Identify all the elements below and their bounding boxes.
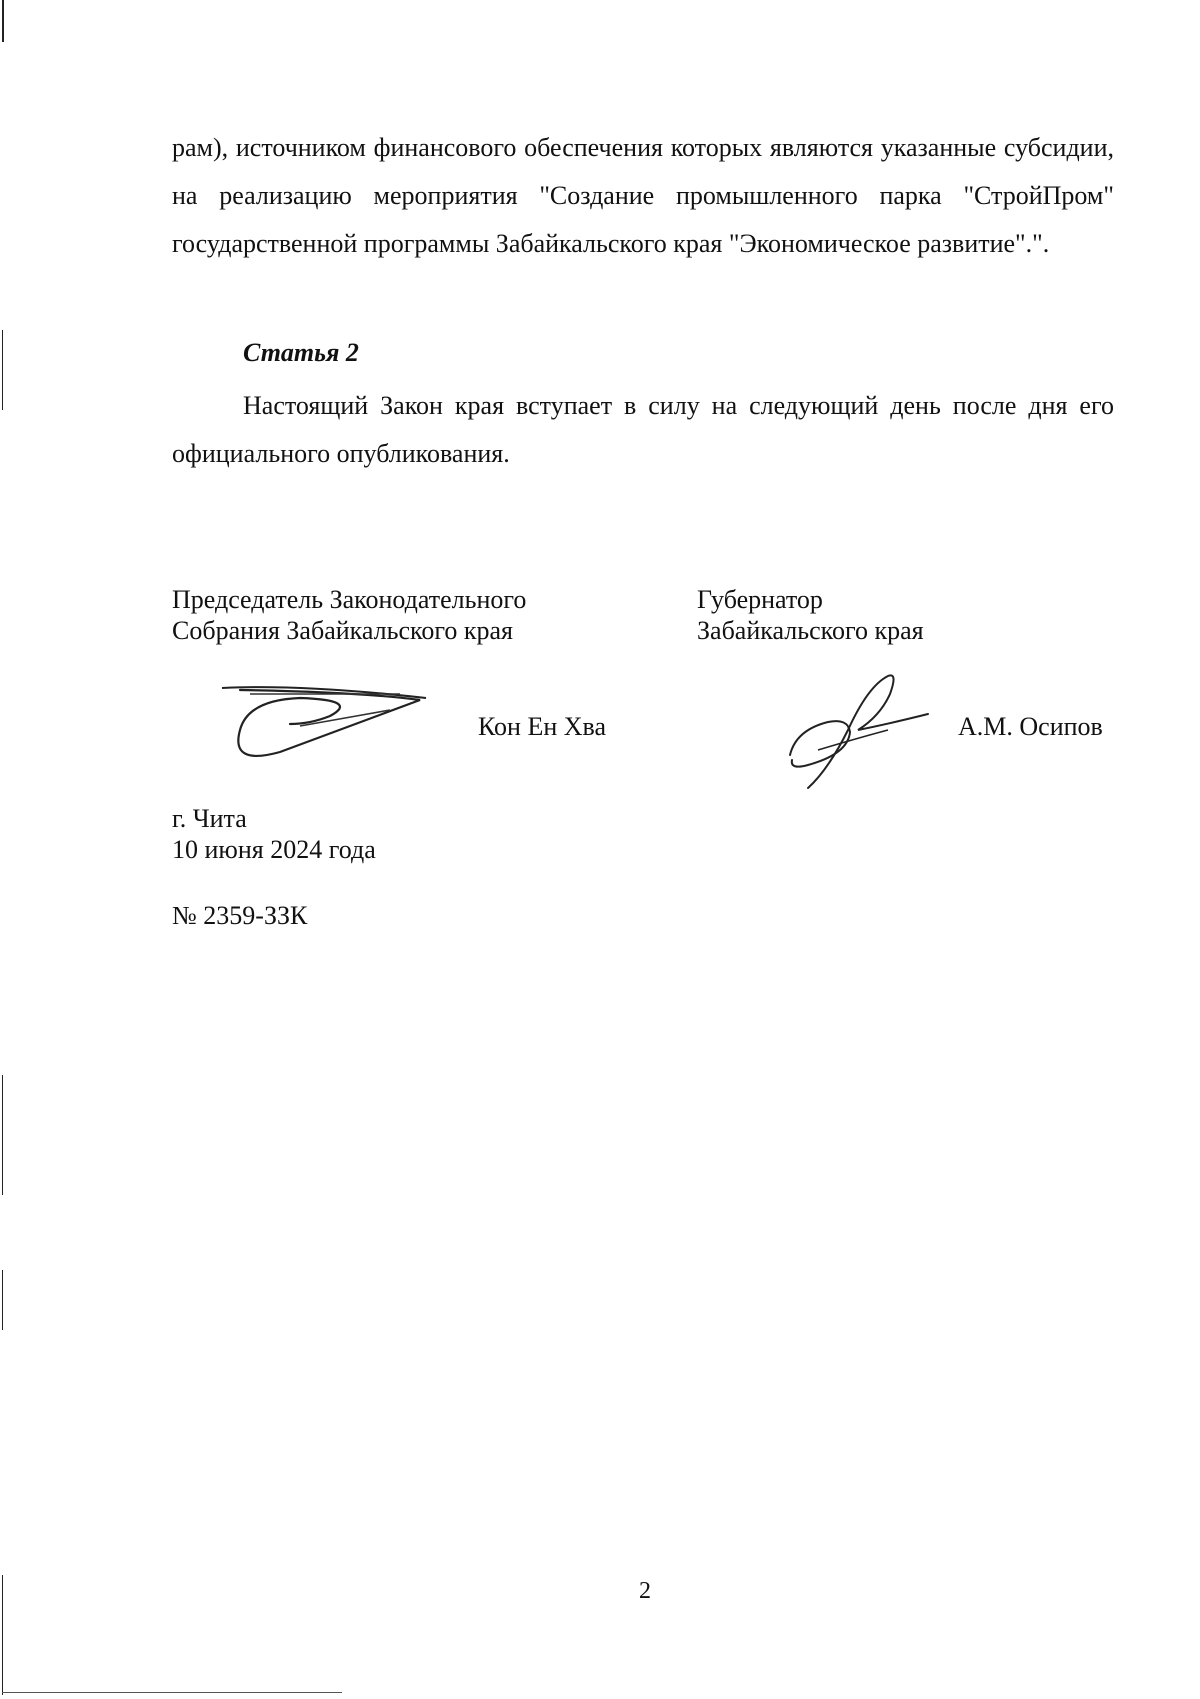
governor-title bbox=[697, 584, 924, 646]
article2-paragraph: Настоящий Закон края вступает в силу на следующий день после дня его официального опубликования. bbox=[172, 391, 1114, 468]
city: г. Чита bbox=[172, 804, 247, 833]
scan-edge-line bbox=[2, 1075, 3, 1195]
governor-name: А.М. Осипов bbox=[958, 712, 1103, 741]
chairman-title-line1: Председатель Законодательного bbox=[172, 585, 527, 614]
place-date-block bbox=[172, 803, 376, 865]
page-number: 2 bbox=[639, 1578, 651, 1604]
article1-tail-paragraph: рам), источником финансового обеспечения которых являются указанные субсидии, на реализацию мероприятия "Создание промышленного парка "СтройПром" государственной программы Забайкальского края "Экономическое развитие".". bbox=[172, 133, 1114, 258]
chairman-name: Кон Ен Хва bbox=[478, 712, 607, 741]
signing-date: 10 июня 2024 года bbox=[172, 835, 376, 864]
article2-block bbox=[172, 382, 1114, 478]
scan-edge-line bbox=[2, 0, 4, 42]
scan-edge-line bbox=[2, 330, 3, 410]
governor-title-line1: Губернатор bbox=[697, 585, 823, 614]
chairman-title bbox=[172, 584, 526, 646]
article2-heading: Статья 2 bbox=[243, 338, 359, 367]
chairman-signature bbox=[210, 680, 430, 760]
law-number: № 2359-ЗЗК bbox=[172, 901, 308, 930]
article1-tail-block bbox=[172, 124, 1114, 268]
scan-edge-line bbox=[2, 1270, 3, 1330]
chairman-title-line2: Собрания Забайкальского края bbox=[172, 616, 513, 645]
governor-signature bbox=[788, 670, 938, 795]
governor-title-line2: Забайкальского края bbox=[697, 616, 924, 645]
scan-bottom-line bbox=[2, 1692, 342, 1693]
